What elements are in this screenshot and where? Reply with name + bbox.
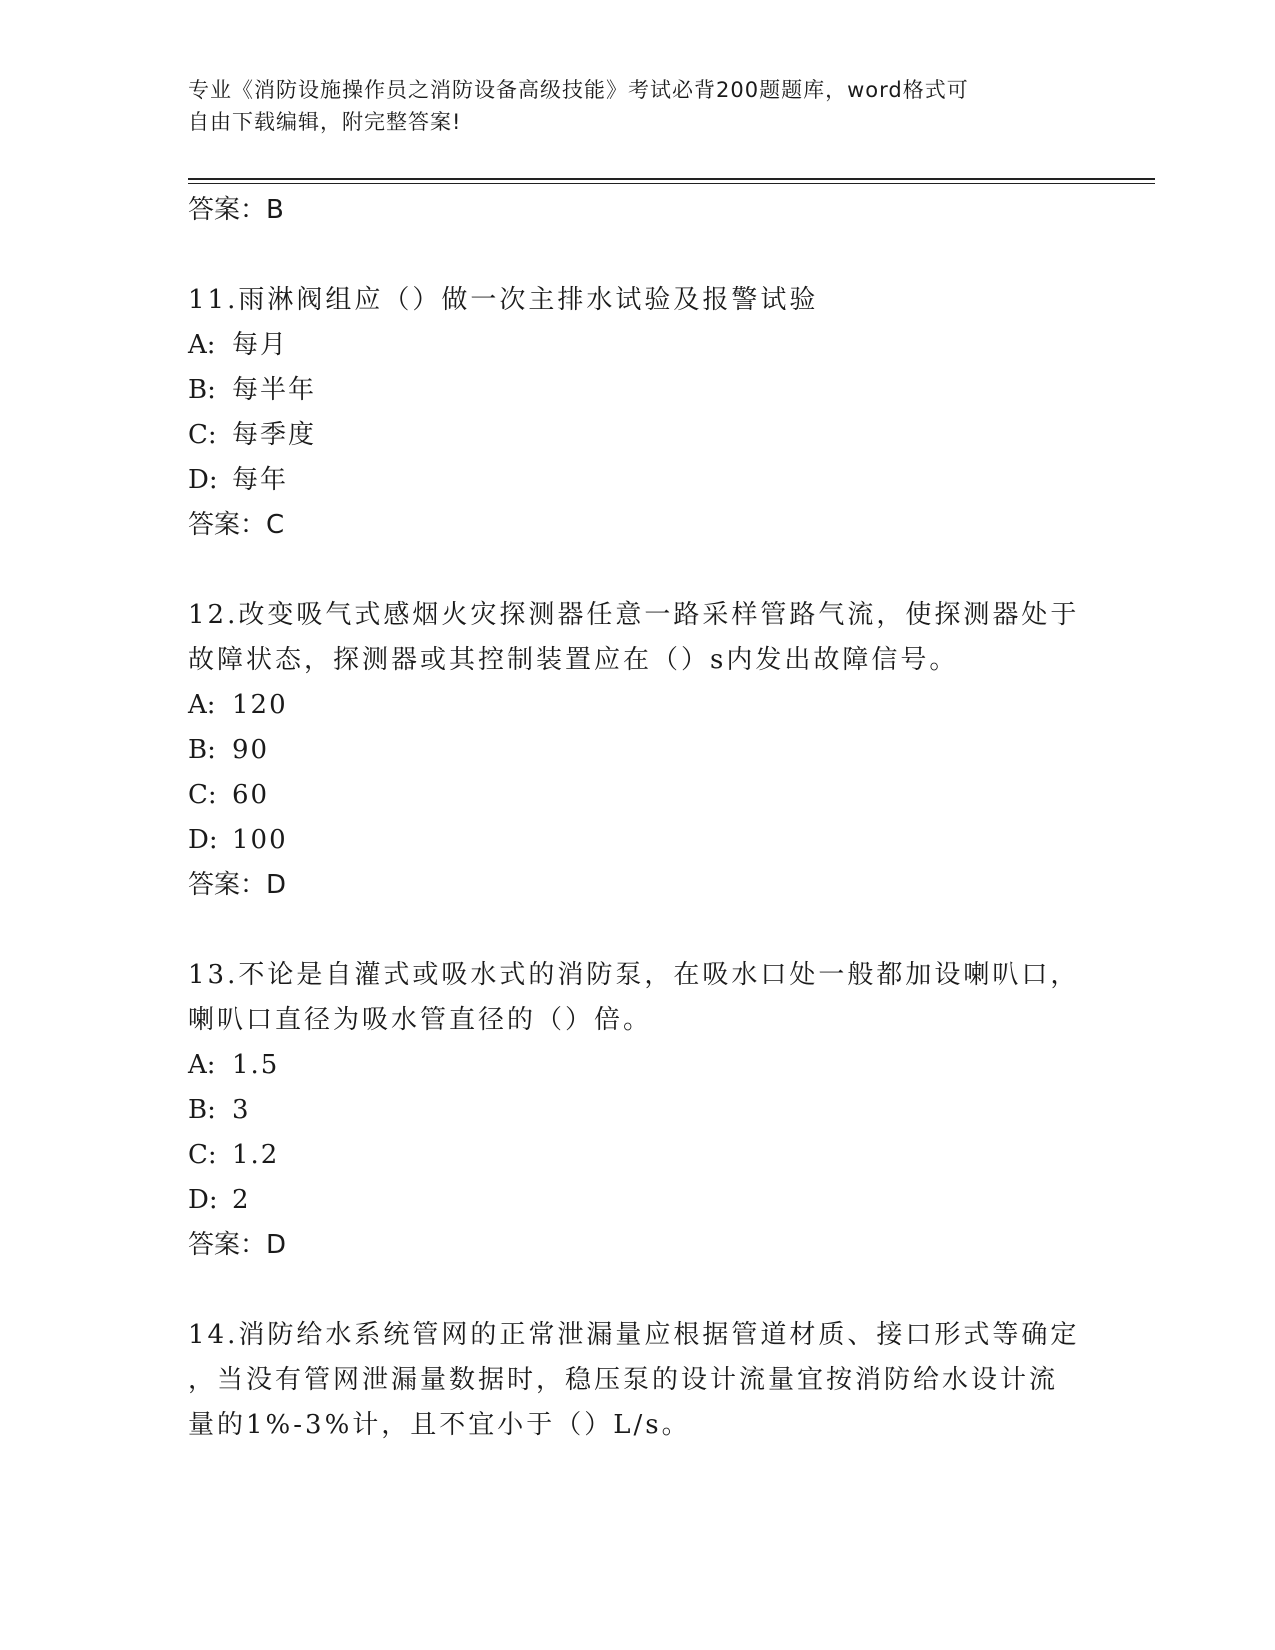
spacer (188, 548, 1088, 593)
option-c (188, 1133, 1088, 1178)
option-text: 每年 (232, 465, 289, 495)
answer-line: 答案：C (188, 510, 285, 540)
option-b (188, 368, 1088, 413)
option-text: 1.5 (232, 1050, 280, 1080)
question-block (188, 593, 1088, 908)
option-text: 90 (232, 735, 270, 765)
question-text: ，当没有管网泄漏量数据时，稳压泵的设计流量宜按消防给水设计流 (188, 1365, 1059, 1395)
option-key: B: (188, 375, 216, 405)
option-key: C: (188, 1140, 217, 1170)
option-text: 120 (232, 690, 288, 720)
option-key: C: (188, 420, 217, 450)
header-divider-thin (188, 183, 1155, 184)
question-block (188, 953, 1088, 1268)
option-d (188, 1178, 1088, 1223)
header-line-2: 自由下载编辑，附完整答案! (188, 110, 462, 134)
option-key: B: (188, 1095, 216, 1125)
option-key: B: (188, 735, 216, 765)
answer-line: 答案：B (188, 195, 284, 225)
question-text: 喇叭口直径为吸水管直径的（）倍。 (188, 1005, 653, 1035)
question-text: 11.雨淋阀组应（）做一次主排水试验及报警试验 (188, 285, 819, 315)
option-key: D: (188, 465, 218, 495)
question-text: 故障状态，探测器或其控制装置应在（）s内发出故障信号。 (188, 645, 959, 675)
question-block (188, 1313, 1088, 1448)
option-text: 每季度 (232, 420, 317, 450)
option-text: 2 (232, 1185, 251, 1215)
option-text: 3 (232, 1095, 251, 1125)
option-d (188, 458, 1088, 503)
question-text: 量的1%-3%计，且不宜小于（）L/s。 (188, 1410, 691, 1440)
option-key: D: (188, 825, 218, 855)
header-divider-thick (188, 178, 1155, 180)
header-line-1: 专业《消防设施操作员之消防设备高级技能》考试必背200题题库，word格式可 (188, 78, 969, 102)
answer-line: 答案：D (188, 870, 287, 900)
option-text: 每月 (232, 330, 289, 360)
option-key: D: (188, 1185, 218, 1215)
document-header (188, 74, 1088, 138)
question-list (188, 188, 1088, 1448)
option-text: 60 (232, 780, 270, 810)
option-a (188, 1043, 1088, 1088)
option-key: A: (188, 330, 216, 360)
option-a (188, 683, 1088, 728)
option-text: 每半年 (232, 375, 317, 405)
option-c (188, 773, 1088, 818)
option-key: C: (188, 780, 217, 810)
spacer (188, 908, 1088, 953)
option-b (188, 1088, 1088, 1133)
option-key: A: (188, 690, 216, 720)
question-block (188, 278, 1088, 548)
question-text: 13.不论是自灌式或吸水式的消防泵，在吸水口处一般都加设喇叭口， (188, 960, 1080, 990)
spacer (188, 233, 1088, 278)
option-a (188, 323, 1088, 368)
option-c (188, 413, 1088, 458)
answer-line: 答案：D (188, 1230, 287, 1260)
option-text: 100 (232, 825, 288, 855)
option-text: 1.2 (232, 1140, 280, 1170)
question-text: 14.消防给水系统管网的正常泄漏量应根据管道材质、接口形式等确定 (188, 1320, 1080, 1350)
option-b (188, 728, 1088, 773)
option-d (188, 818, 1088, 863)
question-text: 12.改变吸气式感烟火灾探测器任意一路采样管路气流，使探测器处于 (188, 600, 1080, 630)
spacer (188, 1268, 1088, 1313)
option-key: A: (188, 1050, 216, 1080)
